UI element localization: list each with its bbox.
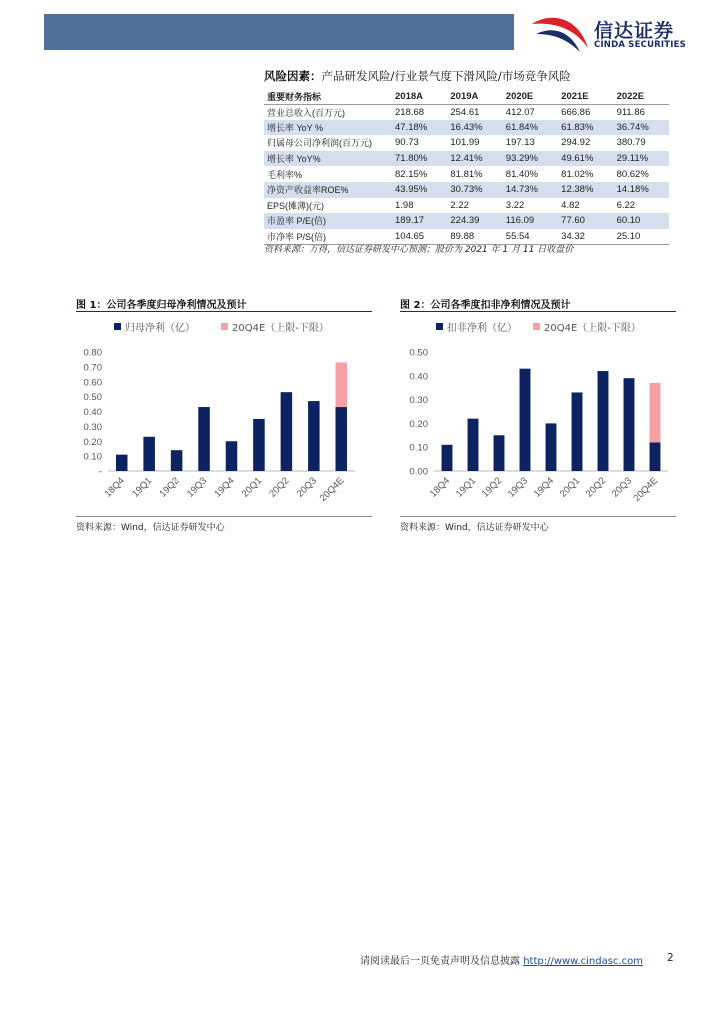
table-row-label: 市净率 P/S(倍) <box>267 231 327 242</box>
y-tick-label: 0.30 <box>83 421 102 433</box>
table-row-label: 增长率 YoY% <box>264 151 392 167</box>
table-cell: 4.82 <box>561 199 580 211</box>
chart-net-profit <box>70 315 390 515</box>
bar-actual <box>171 450 183 471</box>
x-tick-label: 19Q2 <box>479 475 505 500</box>
bar-actual <box>198 407 210 471</box>
chart-1-plot <box>70 315 390 515</box>
table-cell: 36.74% <box>614 120 669 136</box>
x-tick-label: 18Q4 <box>102 475 127 500</box>
table-cell: 14.73% <box>503 182 558 198</box>
bar-actual <box>572 392 583 471</box>
financial-indicators-table <box>264 89 669 245</box>
figure-2-bottom-rule <box>400 516 676 517</box>
table-cell: 12.41% <box>447 151 502 167</box>
x-tick-label: 19Q3 <box>184 475 210 500</box>
table-cell: 1.98 <box>395 199 414 211</box>
legend-swatch <box>436 323 443 330</box>
x-tick-label: 20Q3 <box>609 475 635 500</box>
table-cell: 43.95% <box>392 182 447 198</box>
table-row <box>264 135 669 151</box>
table-cell: 81.81% <box>450 168 483 180</box>
bar-actual <box>308 401 320 471</box>
table-row <box>264 213 669 229</box>
y-tick-label: 0.50 <box>409 347 428 359</box>
chart-2-legend <box>436 319 641 334</box>
legend-label: 归母净利（亿） <box>125 323 195 334</box>
table-row-label: 净资产收益率ROE% <box>264 182 392 198</box>
figure-1-bottom-rule <box>76 516 372 517</box>
table-row <box>264 151 669 167</box>
table-cell: 49.61% <box>558 151 613 167</box>
x-tick-label: 20Q4E <box>631 475 661 505</box>
table-cell: 77.60 <box>558 213 613 229</box>
table-cell: 104.65 <box>395 230 425 242</box>
footer-text: 请阅读最后一页免责声明及信息披露 <box>360 956 520 967</box>
table-cell: 6.22 <box>616 199 636 211</box>
table-cell: 47.18% <box>392 120 447 136</box>
y-tick-label: 0.40 <box>83 407 102 418</box>
table-cell: 82.15% <box>395 168 428 180</box>
x-tick-label: 20Q3 <box>294 475 319 500</box>
table-header-cell: 2021E <box>561 90 589 102</box>
table-header-cell: 2018A <box>395 90 423 102</box>
table-cell: 61.83% <box>558 120 613 136</box>
table-row <box>264 182 669 198</box>
legend-swatch <box>114 323 121 330</box>
legend-label: 20Q4E（上限-下限） <box>232 323 329 334</box>
logo-text-en: CINDA SECURITIES <box>594 40 686 50</box>
x-tick-label: 18Q4 <box>427 475 453 500</box>
logo-text-cn: 信达证券 <box>594 20 675 42</box>
figure-2-source: 资料来源：Wind，信达证券研发中心 <box>400 523 549 533</box>
figure-2-title: 图 2：公司各季度扣非净利情况及预计 <box>400 300 571 311</box>
header-bar <box>44 14 514 50</box>
table-header-cell: 重要财务指标 <box>267 91 322 102</box>
table-cell: 224.39 <box>447 213 502 229</box>
table-cell: 116.09 <box>503 213 558 229</box>
table-header-cell: 2022E <box>616 90 645 102</box>
legend-label: 扣非净利（亿） <box>447 323 517 334</box>
table-header-cell: 2020E <box>505 90 534 102</box>
table-cell: 294.92 <box>561 137 591 149</box>
x-tick-label: 20Q2 <box>583 475 609 500</box>
table-cell: 55.54 <box>505 230 530 242</box>
table-row-label: 归属母公司净利润(百万元) <box>267 138 372 149</box>
bar-actual <box>253 419 265 471</box>
x-tick-label: 19Q4 <box>212 475 237 500</box>
table-cell: 71.80% <box>392 151 447 167</box>
table-cell: 34.32 <box>561 230 585 242</box>
figure-2-top-rule <box>400 311 676 312</box>
bar-estimate-range <box>650 383 661 443</box>
bar-actual <box>494 435 505 471</box>
bar-actual <box>624 378 635 471</box>
bar-actual <box>520 369 531 471</box>
table-header-row <box>264 89 669 104</box>
table-cell: 16.43% <box>447 120 502 136</box>
legend-swatch <box>221 323 228 330</box>
y-tick-label: 0.20 <box>409 418 428 430</box>
table-cell: 3.22 <box>505 199 525 211</box>
bar-actual <box>336 407 348 471</box>
risk-factors <box>264 68 571 84</box>
y-tick-label: 0.50 <box>83 392 102 404</box>
table-row-label: 营业总收入(百万元) <box>267 107 345 118</box>
risk-label: 风险因素： <box>264 69 322 83</box>
table-cell: 81.40% <box>505 168 539 180</box>
table-cell: 911.86 <box>616 106 645 118</box>
bar-actual <box>143 437 155 471</box>
y-tick-label: 0.30 <box>409 395 428 407</box>
y-tick-label: 0.20 <box>83 436 102 448</box>
footer-link[interactable]: http://www.cindasc.com <box>523 956 643 967</box>
table-cell: 218.68 <box>395 106 425 118</box>
table-cell: 80.62% <box>616 168 649 180</box>
x-tick-label: 20Q1 <box>239 475 265 500</box>
x-tick-label: 19Q2 <box>157 475 182 500</box>
chart-adjusted-net-profit <box>398 315 718 515</box>
table-cell: 25.10 <box>616 230 641 242</box>
table-source: 资料来源：万得，信达证券研发中心预测；股价为 2021 年 1 月 11 日收盘价 <box>264 245 574 255</box>
cinda-logo <box>530 14 710 54</box>
y-tick-label: 0.80 <box>83 347 102 359</box>
x-tick-label: 19Q3 <box>505 475 531 500</box>
y-tick-label: - <box>98 466 102 478</box>
bar-estimate-range <box>336 362 348 407</box>
legend-swatch <box>533 323 540 330</box>
table-header-cell: 2019A <box>450 90 479 102</box>
bar-actual <box>281 392 293 471</box>
table-row-label: EPS(摊薄)(元) <box>267 200 324 211</box>
bar-actual <box>598 371 609 471</box>
x-tick-label: 20Q4E <box>317 475 347 505</box>
bar-actual <box>468 419 479 471</box>
bar-actual <box>546 423 557 471</box>
bar-actual <box>650 442 661 471</box>
logo-swoosh-icon <box>530 14 592 54</box>
table-cell: 2.22 <box>450 199 469 211</box>
chart-1-legend <box>114 319 329 334</box>
table-cell: 14.18% <box>614 182 669 198</box>
table-row-label: 毛利率% <box>267 169 303 180</box>
bar-actual <box>226 441 238 471</box>
footer-disclaimer <box>360 952 643 967</box>
figure-1-title: 图 1：公司各季度归母净利情况及预计 <box>76 300 247 311</box>
x-tick-label: 19Q1 <box>453 475 479 500</box>
figure-1-top-rule <box>76 311 372 312</box>
bar-actual <box>116 455 128 471</box>
table-row <box>264 166 669 182</box>
y-tick-label: 0.10 <box>409 442 428 454</box>
table-cell: 61.84% <box>503 120 558 136</box>
figure-1-source: 资料来源：Wind，信达证券研发中心 <box>76 523 225 533</box>
table-cell: 89.88 <box>450 230 475 242</box>
risk-text: 产品研发风险/行业景气度下滑风险/市场竞争风险 <box>321 69 571 83</box>
table-row <box>264 104 669 120</box>
table-cell: 189.17 <box>392 213 447 229</box>
y-tick-label: 0.00 <box>409 466 428 478</box>
table-cell: 93.29% <box>503 151 558 167</box>
table-row <box>264 198 669 214</box>
y-tick-label: 0.70 <box>83 362 102 374</box>
table-row-label: 市盈率 P/E(倍) <box>264 213 392 229</box>
table-cell: 254.61 <box>450 106 480 118</box>
table-row-label: 增长率 YoY % <box>264 120 392 136</box>
table-cell: 197.13 <box>505 137 535 149</box>
page-number: 2 <box>667 952 674 964</box>
table-cell: 29.11% <box>614 151 669 167</box>
legend-label: 20Q4E（上限-下限） <box>544 323 641 334</box>
table-cell: 30.73% <box>447 182 502 198</box>
x-tick-label: 20Q1 <box>557 475 583 500</box>
table-cell: 12.38% <box>558 182 613 198</box>
table-row <box>264 120 669 136</box>
x-tick-label: 20Q2 <box>267 475 292 500</box>
y-tick-label: 0.60 <box>83 377 102 389</box>
table-cell: 60.10 <box>614 213 669 229</box>
table-cell: 90.73 <box>395 137 419 149</box>
table-cell: 81.02% <box>561 168 594 180</box>
table-cell: 666.86 <box>561 106 591 118</box>
table-cell: 412.07 <box>505 106 535 118</box>
y-tick-label: 0.10 <box>83 451 102 463</box>
table-cell: 380.79 <box>616 137 646 149</box>
chart-2-plot <box>398 315 688 515</box>
x-tick-label: 19Q4 <box>531 475 557 500</box>
table-cell: 101.99 <box>450 137 480 149</box>
bar-actual <box>442 445 453 471</box>
x-tick-label: 19Q1 <box>130 475 155 500</box>
y-tick-label: 0.40 <box>409 371 428 383</box>
